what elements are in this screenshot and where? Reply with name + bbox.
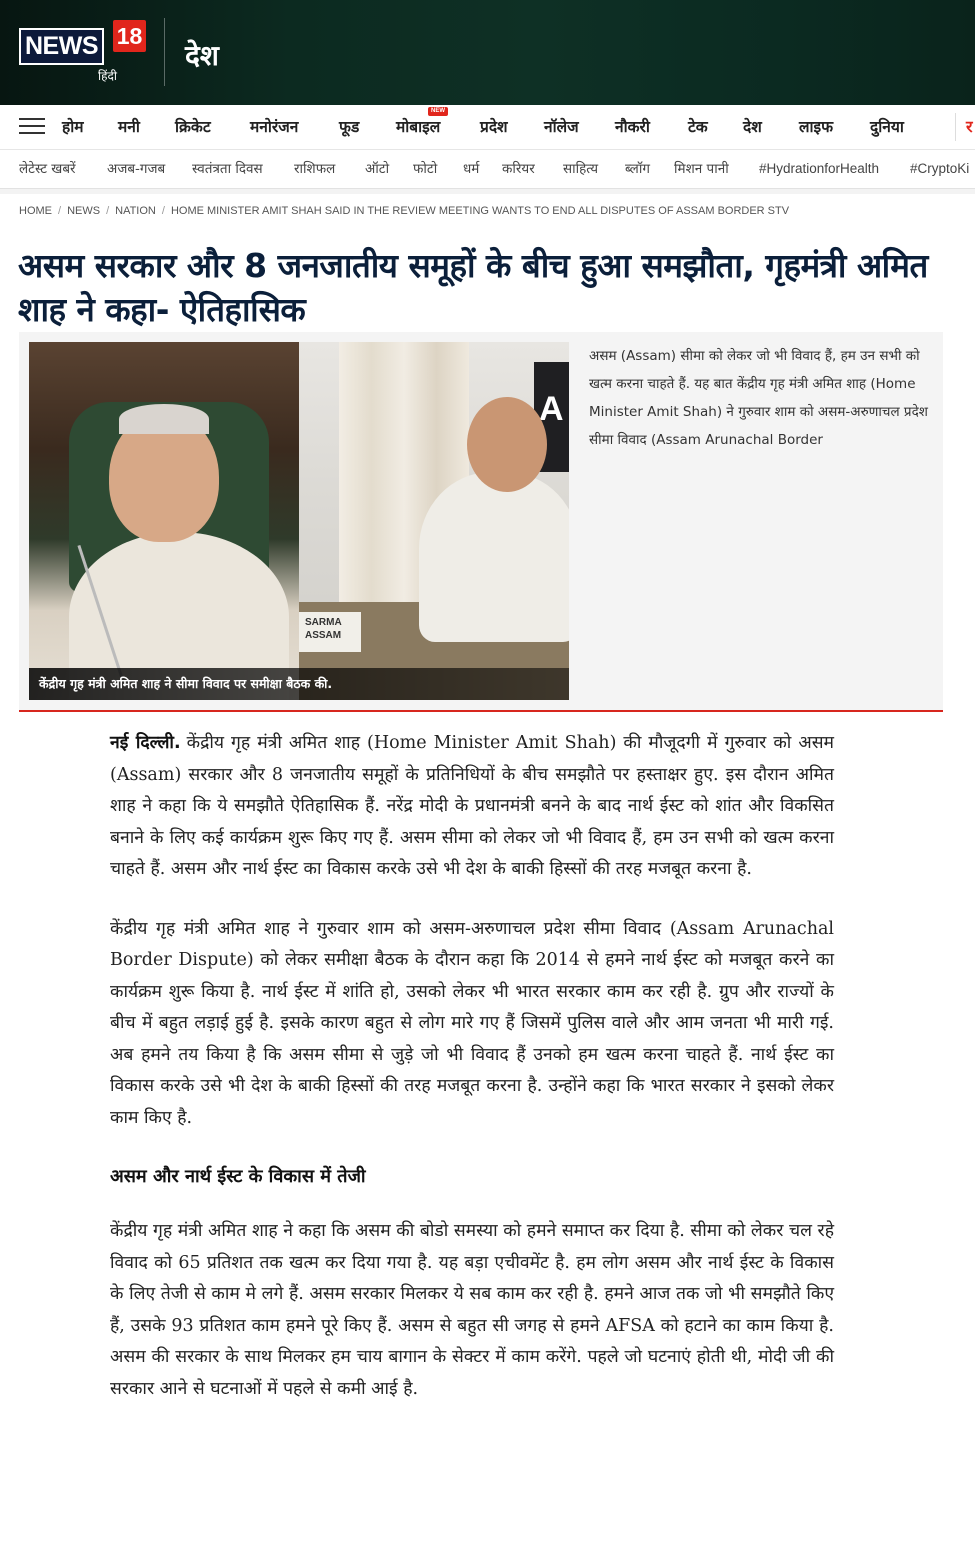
subnav-item-latest[interactable]: लेटेस्ट खबरें bbox=[19, 161, 76, 177]
article-body bbox=[110, 728, 834, 1433]
image-caption-bar bbox=[29, 668, 569, 700]
logo-number: 18 bbox=[113, 20, 146, 52]
photo-right-panel bbox=[299, 342, 569, 700]
nav-divider bbox=[955, 113, 956, 141]
article-paragraph bbox=[110, 728, 834, 886]
header-divider bbox=[164, 18, 165, 86]
breadcrumb-separator: / bbox=[58, 205, 62, 217]
nav-item-life[interactable]: लाइफ bbox=[799, 118, 834, 136]
nav-item-entertainment[interactable]: मनोरंजन bbox=[250, 118, 299, 136]
subnav-item-photo[interactable]: फोटो bbox=[413, 161, 438, 177]
photo-backdrop-letter: A bbox=[539, 390, 564, 428]
nav-overflow-indicator[interactable]: र bbox=[966, 117, 973, 136]
breadcrumb bbox=[19, 205, 789, 217]
sub-nav bbox=[0, 150, 975, 189]
nav-item-nation[interactable]: देश bbox=[743, 118, 762, 136]
article-summary: असम (Assam) सीमा को लेकर जो भी विवाद हैं, हम उन सभी को खत्म करना चाहते हैं. यह बात केंद्रीय गृह मंत्री अमित शाह (Home Minister Amit Shah) ने गुरुवार शाम को असम-अरुणाचल प्रदेश सीमा विवाद (Assam Arunachal Border bbox=[589, 348, 928, 448]
site-header bbox=[0, 0, 975, 105]
breadcrumb-news[interactable]: NEWS bbox=[67, 205, 101, 217]
nav-item-states[interactable]: प्रदेश bbox=[480, 118, 508, 136]
breadcrumb-nation[interactable]: NATION bbox=[115, 205, 156, 217]
article-paragraph: केंद्रीय गृह मंत्री अमित शाह ने कहा कि असम की बोडो समस्या को हमने समाप्त कर दिया है. सीमा को लेकर चल रहे विवाद को 65 प्रतिशत तक खत्म कर दिया गया है. यह बड़ा एचीवमेंट है. हम लोग असम और नार्थ ईस्ट के विकास के लिए तेजी से काम मे लगे हैं. असम सरकार मिलकर ये सब काम कर रही है. हमने आज तक जो भी समझौते किए हैं, उसके 93 प्रतिशत काम हमने पूरे किए हैं. असम से बहुत सी जगह से हमने AFSA को हटाने का काम किया है. असम की सरकार के साथ मिलकर हम चाय बागान के सेक्टर में काम करेंगे. पहले जो घटनाएं होती थी, मोदी जी की सरकार आने से घटनाओं में पहले से कमी आई है. bbox=[110, 1221, 834, 1399]
subnav-item-literature[interactable]: साहित्य bbox=[563, 161, 599, 177]
main-nav bbox=[0, 105, 975, 150]
subnav-item-independence-day[interactable]: स्वतंत्रता दिवस bbox=[192, 161, 263, 177]
nav-item-mobile-label: मोबाइल bbox=[396, 118, 441, 136]
subnav-item-hydration[interactable]: #HydrationforHealth bbox=[759, 161, 880, 176]
breadcrumb-home[interactable]: HOME bbox=[19, 205, 52, 217]
article-headline: असम सरकार और 8 जनजातीय समूहों के बीच हुआ समझौता, गृहमंत्री अमित शाह ने कहा- ऐतिहासिक bbox=[18, 246, 928, 329]
breadcrumb-separator: / bbox=[106, 205, 110, 217]
nav-spacer bbox=[0, 189, 975, 194]
photo-nameplate: SARMA ASSAM bbox=[299, 612, 361, 652]
image-caption: केंद्रीय गृह मंत्री अमित शाह ने सीमा विवाद पर समीक्षा बैठक की. bbox=[39, 676, 333, 691]
lead-section bbox=[19, 332, 943, 710]
subnav-item-blog[interactable]: ब्लॉग bbox=[625, 161, 650, 177]
news18-logo[interactable] bbox=[19, 20, 149, 84]
breadcrumb-current: HOME MINISTER AMIT SHAH SAID IN THE REVIEW MEETING WANTS TO END ALL DISPUTES OF ASSAM BORDER STV bbox=[170, 205, 790, 217]
paragraph-text: केंद्रीय गृह मंत्री अमित शाह (Home Minister Amit Shah) की मौजूदगी में गुरुवार को असम (Assam) सरकार और 8 जनजातीय समूहों के प्रतिनिधियों के बीच समझौते पर हस्ताक्षर हुए. इस दौरान अमित शाह ने कहा कि ये समझौते ऐतिहासिक हैं. नरेंद्र मोदी के प्रधानमंत्री बनने के बाद नार्थ ईस्ट को शांत और विकसित बनाने के लिए कई कार्यक्रम शुरू किए गए हैं. असम सीमा को लेकर जो भी विवाद हैं, हम उन सभी को खत्म करना चाहते हैं. असम और नार्थ ईस्ट का विकास करके उसे भी देश के बाकी हिस्सों की तरह मजबूत करना है. bbox=[110, 733, 834, 879]
hamburger-icon[interactable] bbox=[19, 118, 45, 136]
section-divider bbox=[19, 710, 943, 712]
photo-left-panel bbox=[29, 342, 299, 700]
nav-item-mobile[interactable] bbox=[396, 105, 480, 149]
lead-image[interactable] bbox=[29, 342, 569, 700]
breadcrumb-separator: / bbox=[161, 205, 165, 217]
nav-item-cricket[interactable]: क्रिकेट bbox=[175, 118, 211, 136]
logo-language: हिंदी bbox=[98, 69, 117, 83]
subnav-item-crypto[interactable]: #CryptoKi bbox=[910, 161, 970, 176]
nav-item-money[interactable]: मनी bbox=[118, 118, 140, 136]
subnav-item-auto[interactable]: ऑटो bbox=[365, 161, 390, 177]
nav-item-food[interactable]: फूड bbox=[339, 118, 360, 136]
subnav-item-religion[interactable]: धर्म bbox=[463, 161, 480, 177]
new-badge: NEW bbox=[428, 107, 448, 116]
subnav-item-horoscope[interactable]: राशिफल bbox=[294, 161, 336, 177]
subnav-item-mission-paani[interactable]: मिशन पानी bbox=[674, 161, 729, 177]
nav-item-jobs[interactable]: नौकरी bbox=[615, 118, 650, 136]
article-subheading: असम और नार्थ ईस्ट के विकास में तेजी bbox=[110, 1166, 366, 1187]
nav-item-knowledge[interactable]: नॉलेज bbox=[544, 118, 579, 136]
dateline: नई दिल्ली. bbox=[110, 733, 181, 753]
subnav-item-career[interactable]: करियर bbox=[502, 161, 535, 177]
logo-wordmark: NEWS bbox=[19, 28, 104, 65]
section-title[interactable]: देश bbox=[185, 39, 219, 72]
subnav-item-ajab-gajab[interactable]: अजब-गजब bbox=[107, 161, 166, 177]
article-paragraph: केंद्रीय गृह मंत्री अमित शाह ने गुरुवार शाम को असम-अरुणाचल प्रदेश सीमा विवाद (Assam Arunachal Border Dispute) को लेकर समीक्षा बैठक के दौरान कहा कि 2014 से हमने नार्थ ईस्ट को मजबूत करने का कार्यक्रम शुरू किया है. नार्थ ईस्ट में शांति हो, उसको लेकर भी भारत सरकार काम कर रही है. ग्रुप और राज्यों के बीच में बहुत लड़ाई हुई है. इसके कारण बहुत से लोग मारे गए हैं जिसमें पुलिस वाले और आम जनता भी मारी गई. अब हमने तय किया है कि असम सीमा से जुड़े जो भी विवाद हैं उनको हम खत्म करना चाहते हैं. नार्थ ईस्ट का विकास करके उसे भी देश के बाकी हिस्सों की तरह मजबूत करना है. उन्होंने कहा कि भारत सरकार ने इसको लेकर काम किए है. bbox=[110, 918, 834, 1128]
nav-item-home[interactable]: होम bbox=[62, 118, 84, 136]
nav-item-tech[interactable]: टेक bbox=[688, 118, 708, 136]
nav-item-world[interactable]: दुनिया bbox=[870, 118, 904, 136]
